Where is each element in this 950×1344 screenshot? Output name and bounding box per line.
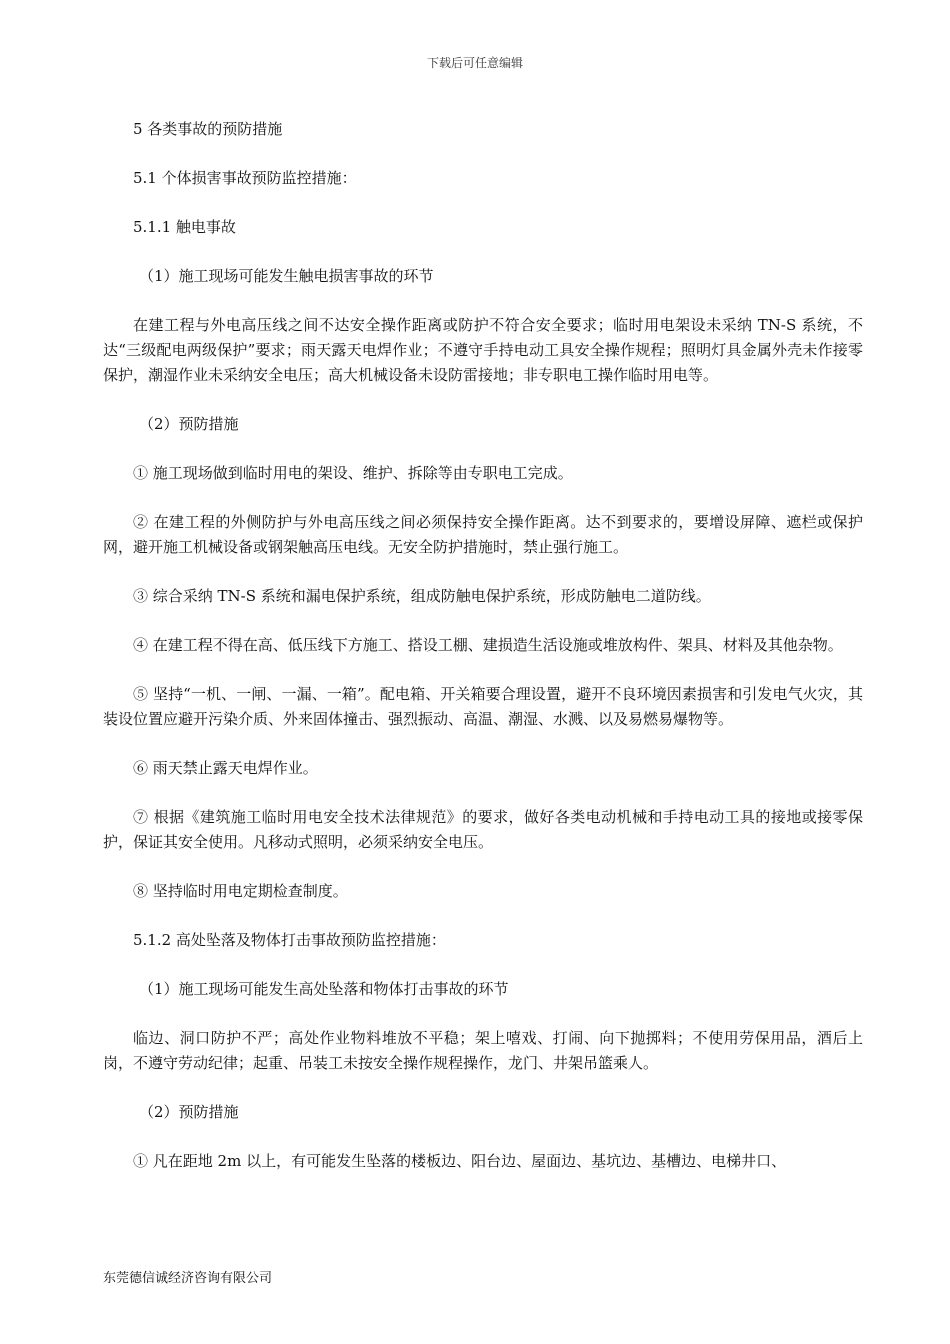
section-heading: 5 各类事故的预防措施 <box>133 120 283 138</box>
list-item: ⑧ 坚持临时用电定期检查制度。 <box>133 882 348 900</box>
item-heading: （1）施工现场可能发生高处坠落和物体打击事故的环节 <box>139 980 509 998</box>
item-heading: （1）施工现场可能发生触电损害事故的环节 <box>139 267 434 285</box>
subsection-heading: 5.1 个体损害事故预防监控措施： <box>133 169 357 187</box>
list-item: ⑦ 根据《建筑施工临时用电安全技术法律规范》的要求，做好各类电动机械和手持电动工具的接地或接零保护，保证其安全使用。凡移动式照明，必须采纳安全电压。 <box>103 808 863 851</box>
subsection-heading: 5.1.2 高处坠落及物体打击事故预防监控措施： <box>133 931 446 949</box>
list-item: ② 在建工程的外侧防护与外电高压线之间必须保持安全操作距离。达不到要求的，要增设屏障、遮栏或保护网，避开施工机械设备或钢架触高压电线。无安全防护措施时，禁止强行施工。 <box>103 513 863 556</box>
list-item: ① 凡在距地 2m 以上，有可能发生坠落的楼板边、阳台边、屋面边、基坑边、基槽边、电梯井口、 <box>133 1152 787 1170</box>
item-heading: （2）预防措施 <box>139 415 239 433</box>
list-item: ① 施工现场做到临时用电的架设、维护、拆除等由专职电工完成。 <box>133 464 573 482</box>
page-header: 下载后可任意编辑 <box>426 56 523 70</box>
list-item: ③ 综合采纳 TN-S 系统和漏电保护系统，组成防触电保护系统，形成防触电二道防线。 <box>133 587 711 605</box>
list-item: ④ 在建工程不得在高、低压线下方施工、搭设工棚、建损造生活设施或堆放构件、架具、材料及其他杂物。 <box>133 636 843 654</box>
page-footer-company: 东莞德信诚经济咨询有限公司 <box>103 1271 273 1286</box>
item-heading: （2）预防措施 <box>139 1103 239 1121</box>
body-paragraph: 在建工程与外电高压线之间不达安全操作距离或防护不符合安全要求；临时用电架设未采纳 TN-S 系统，不达“三级配电两级保护”要求；雨天露天电焊作业；不遵守手持电动工具安全操作规程；照明灯具金属外壳未作接零保护，潮湿作业未采纳安全电压；高大机械设备未设防雷接地；非专职电工操作临时用电等。 <box>103 316 863 384</box>
body-paragraph: 临边、洞口防护不严；高处作业物料堆放不平稳；架上嘻戏、打闹、向下抛掷料；不使用劳保用品，酒后上岗，不遵守劳动纪律；起重、吊装工未按安全操作规程操作，龙门、井架吊篮乘人。 <box>103 1029 863 1072</box>
list-item: ⑥ 雨天禁止露天电焊作业。 <box>133 759 318 777</box>
subsection-heading: 5.1.1 触电事故 <box>133 218 236 236</box>
document-body <box>103 117 863 1174</box>
list-item: ⑤ 坚持“一机、一闸、一漏、一箱”。配电箱、开关箱要合理设置，避开不良环境因素损害和引发电气火灾，其装设位置应避开污染介质、外来固体撞击、强烈振动、高温、潮湿、水溅、以及易燃易爆物等。 <box>103 685 863 728</box>
